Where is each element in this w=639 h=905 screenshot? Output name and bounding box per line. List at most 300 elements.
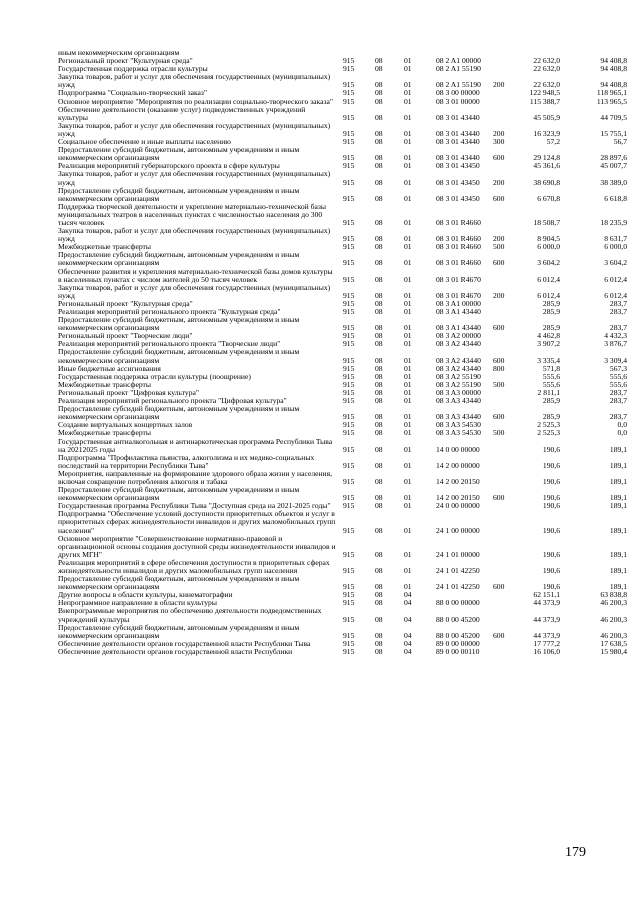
amount-year-2: 567,3 [609, 363, 627, 373]
subsection-code: 01 [404, 193, 412, 203]
amount-year-2: 0,0 [617, 428, 627, 438]
subsection-code: 01 [404, 88, 412, 98]
table-row [0, 648, 639, 656]
target-item-code: 08 3 01 R4660 [436, 242, 481, 252]
row-name: Основное мероприятие "Мероприятия по реализации социально-творческого заказа" [58, 96, 333, 106]
amount-year-2: 28 897,6 [600, 153, 627, 163]
amount-year-2: 118 965,1 [596, 88, 627, 98]
amount-year-1: 285,9 [542, 412, 560, 422]
expense-type-code: 600 [493, 493, 505, 503]
target-item-code: 08 3 01 43450 [436, 161, 480, 171]
row-name: Реализация мероприятий регионального проекта "Культурная среда" [58, 307, 281, 316]
target-item-code: 08 3 01 R4660 [436, 234, 481, 244]
section-code: 08 [375, 590, 383, 600]
amount-year-1: 190,6 [542, 525, 560, 535]
row-name: Государственная поддержка отрасли культуры (поощрение) [58, 371, 251, 381]
target-item-code: 08 2 A1 55190 [436, 80, 481, 90]
row-name: Региональный проект "Творческие люди" [58, 331, 193, 341]
subsection-code: 01 [404, 501, 412, 511]
subsection-code: 04 [404, 598, 412, 608]
amount-year-2: 4 432,3 [604, 331, 627, 341]
subsection-code: 01 [404, 549, 412, 559]
row-name: Межбюджетные трансферты [58, 428, 151, 438]
section-code: 08 [375, 630, 383, 640]
section-code: 08 [375, 153, 383, 163]
target-item-code: 08 3 01 R4670 [436, 290, 481, 300]
target-item-code: 08 3 01 00000 [436, 96, 480, 106]
ministry-code: 915 [343, 379, 355, 389]
amount-year-1: 2 525,3 [537, 428, 560, 438]
section-code: 08 [375, 428, 383, 438]
target-item-code: 08 3 A2 55190 [436, 371, 481, 381]
row-name: Государственная программа Республики Тыва "Доступная среда на 2021-2025 годы" [58, 501, 331, 511]
subsection-code: 01 [404, 112, 412, 122]
subsection-code: 01 [404, 128, 412, 138]
amount-year-2: 189,1 [609, 493, 627, 503]
target-item-code: 14 2 00 00000 [436, 460, 480, 470]
table-row [0, 268, 639, 284]
amount-year-2: 189,1 [609, 476, 627, 486]
subsection-code: 01 [404, 258, 412, 268]
row-name: иным некоммерческим организациям [58, 48, 180, 57]
target-item-code: 08 3 A3 43440 [436, 396, 481, 406]
amount-year-2: 46 200,3 [600, 598, 627, 608]
section-code: 08 [375, 387, 383, 397]
target-item-code: 24 1 01 42250 [436, 582, 480, 592]
section-code: 08 [375, 420, 383, 430]
amount-year-1: 555,6 [542, 379, 560, 389]
amount-year-1: 190,6 [542, 460, 560, 470]
section-code: 08 [375, 242, 383, 252]
ministry-code: 915 [343, 64, 355, 74]
amount-year-1: 190,6 [542, 493, 560, 503]
target-item-code: 08 3 A2 43440 [436, 355, 481, 365]
subsection-code: 01 [404, 234, 412, 244]
table-row [0, 470, 639, 486]
target-item-code: 08 3 01 R4660 [436, 217, 481, 227]
amount-year-2: 283,7 [609, 323, 627, 333]
row-name: Мероприятия, направленные на формирование здорового образа жизни у населения, включая сокращение потребления алкоголя и табака [58, 468, 333, 486]
target-item-code: 08 3 01 43440 [436, 112, 480, 122]
amount-year-2: 189,1 [609, 566, 627, 575]
subsection-code: 01 [404, 412, 412, 422]
table-row [0, 348, 639, 364]
amount-year-1: 2 811,1 [537, 387, 560, 397]
section-code: 08 [375, 64, 383, 74]
row-name: Региональный проект "Культурная среда" [58, 56, 193, 66]
row-name: Внепрограммные мероприятия по обеспечению деятельности подведомственных учреждений культуры [58, 606, 322, 624]
ministry-code: 915 [343, 258, 355, 268]
expense-type-code: 500 [493, 379, 505, 389]
section-code: 08 [375, 371, 383, 381]
table-row [0, 284, 639, 300]
section-code: 08 [375, 137, 383, 147]
section-code: 08 [375, 193, 383, 203]
ministry-code: 915 [343, 614, 355, 624]
amount-year-1: 45 361,6 [533, 161, 560, 171]
row-name: Предоставление субсидий бюджетным, автономным учреждениям и иным некоммерческим организациям [58, 347, 300, 365]
table-row [0, 575, 639, 591]
row-name: Обеспечение деятельности (оказание услуг) подведомственных учреждений культуры [58, 104, 306, 122]
amount-year-2: 555,6 [609, 379, 627, 389]
amount-year-2: 15 980,4 [600, 646, 627, 656]
ministry-code: 915 [343, 582, 355, 592]
row-name: Предоставление субсидий бюджетным, автономным учреждениям и иным некоммерческим организациям [58, 315, 300, 333]
amount-year-1: 22 632,0 [533, 56, 560, 66]
expense-type-code: 200 [493, 177, 505, 187]
table-row [0, 405, 639, 421]
row-name: Предоставление субсидий бюджетным, автономным учреждениям и иным некоммерческим организациям [58, 404, 300, 422]
row-name: Создание виртуальных концертных залов [58, 420, 193, 430]
row-name: Иные бюджетные ассигнования [58, 363, 161, 373]
subsection-code: 01 [404, 80, 412, 90]
subsection-code: 01 [404, 153, 412, 163]
section-code: 08 [375, 638, 383, 648]
ministry-code: 915 [343, 598, 355, 608]
amount-year-2: 8 631,7 [604, 234, 627, 244]
amount-year-2: 6 000,0 [604, 242, 627, 252]
amount-year-1: 555,6 [542, 371, 560, 381]
row-name: Предоставление субсидий бюджетным, автономным учреждениям и иным некоммерческим организациям [58, 185, 300, 203]
section-code: 08 [375, 339, 383, 349]
amount-year-2: 6 618,8 [604, 193, 627, 203]
row-name: Подпрограмма "Обеспечение условий доступности приоритетных объектов и услуг в приоритетных сферах жизнедеятельности инвалидов и других маломобильных групп населения" [58, 509, 336, 535]
target-item-code: 88 0 00 45200 [436, 630, 480, 640]
table-row [0, 607, 639, 623]
ministry-code: 915 [343, 566, 355, 575]
subsection-code: 01 [404, 137, 412, 147]
amount-year-2: 283,7 [609, 396, 627, 406]
row-name: Реализация мероприятий регионального проекта "Творческие люди" [58, 339, 281, 349]
subsection-code: 01 [404, 379, 412, 389]
subsection-code: 04 [404, 630, 412, 640]
ministry-code: 915 [343, 137, 355, 147]
section-code: 08 [375, 234, 383, 244]
row-name: Другие вопросы в области культуры, кинематографии [58, 590, 233, 600]
subsection-code: 04 [404, 614, 412, 624]
table-row [0, 438, 639, 454]
section-code: 08 [375, 525, 383, 535]
subsection-code: 01 [404, 444, 412, 454]
amount-year-1: 45 505,9 [533, 112, 560, 122]
section-code: 08 [375, 298, 383, 308]
subsection-code: 01 [404, 355, 412, 365]
section-code: 08 [375, 307, 383, 316]
ministry-code: 915 [343, 242, 355, 252]
ministry-code: 915 [343, 590, 355, 600]
table-row [0, 122, 639, 138]
section-code: 08 [375, 549, 383, 559]
subsection-code: 01 [404, 387, 412, 397]
expense-type-code: 600 [493, 258, 505, 268]
amount-year-2: 6 012,4 [604, 290, 627, 300]
target-item-code: 08 3 A3 54530 [436, 420, 481, 430]
amount-year-2: 94 408,8 [600, 64, 627, 74]
target-item-code: 88 0 00 45200 [436, 614, 480, 624]
subsection-code: 01 [404, 242, 412, 252]
amount-year-1: 44 373,9 [533, 630, 560, 640]
amount-year-1: 22 632,0 [533, 80, 560, 90]
amount-year-2: 45 007,7 [600, 161, 627, 171]
ministry-code: 915 [343, 298, 355, 308]
page-number: 179 [565, 845, 586, 860]
amount-year-2: 555,6 [609, 371, 627, 381]
ministry-code: 915 [343, 412, 355, 422]
expense-type-code: 200 [493, 234, 505, 244]
ministry-code: 915 [343, 420, 355, 430]
amount-year-1: 190,6 [542, 566, 560, 575]
target-item-code: 08 3 A1 43440 [436, 323, 481, 333]
amount-year-2: 189,1 [609, 501, 627, 511]
amount-year-2: 17 638,5 [600, 638, 627, 648]
target-item-code: 89 0 00 00000 [436, 638, 480, 648]
amount-year-1: 285,9 [542, 396, 560, 406]
row-name: Социальное обеспечение и иные выплаты населению [58, 137, 231, 147]
ministry-code: 915 [343, 234, 355, 244]
expense-type-code: 600 [493, 153, 505, 163]
expense-type-code: 200 [493, 80, 505, 90]
target-item-code: 08 3 00 00000 [436, 88, 480, 98]
row-name: Обеспечение деятельности органов государственной власти Республики [58, 646, 293, 656]
table-row [0, 535, 639, 559]
ministry-code: 915 [343, 217, 355, 227]
target-item-code: 08 3 01 43450 [436, 177, 480, 187]
row-name: Государственная антиалкогольная и антинаркотическая программа Республики Тыва на 20212025 годы [58, 436, 333, 454]
ministry-code: 915 [343, 646, 355, 656]
target-item-code: 08 3 A3 54530 [436, 428, 481, 438]
amount-year-1: 8 904,5 [537, 234, 560, 244]
ministry-code: 915 [343, 396, 355, 406]
subsection-code: 01 [404, 339, 412, 349]
amount-year-2: 46 200,3 [600, 630, 627, 640]
amount-year-1: 115 388,7 [529, 96, 560, 106]
ministry-code: 915 [343, 274, 355, 284]
section-code: 08 [375, 614, 383, 624]
amount-year-1: 285,9 [542, 298, 560, 308]
expense-type-code: 600 [493, 630, 505, 640]
amount-year-2: 283,7 [609, 387, 627, 397]
subsection-code: 04 [404, 638, 412, 648]
expense-type-code: 600 [493, 355, 505, 365]
section-code: 08 [375, 56, 383, 66]
row-name: Предоставление субсидий бюджетным, автономным учреждениям и иным некоммерческим организациям [58, 250, 300, 268]
target-item-code: 08 3 A3 00000 [436, 387, 481, 397]
table-row [0, 203, 639, 227]
section-code: 08 [375, 396, 383, 406]
amount-year-2: 15 755,1 [600, 128, 627, 138]
target-item-code: 89 0 00 00110 [436, 646, 480, 656]
target-item-code: 08 3 01 43440 [436, 137, 480, 147]
ministry-code: 915 [343, 387, 355, 397]
ministry-code: 915 [343, 112, 355, 122]
section-code: 08 [375, 258, 383, 268]
expense-type-code: 500 [493, 242, 505, 252]
row-name: Межбюджетные трансферты [58, 242, 151, 252]
subsection-code: 01 [404, 493, 412, 503]
amount-year-2: 56,7 [613, 137, 627, 147]
expense-type-code: 600 [493, 193, 505, 203]
ministry-code: 915 [343, 56, 355, 66]
row-name: Закупка товаров, работ и услуг для обеспечения государственных (муниципальных) нужд [58, 120, 331, 138]
table-row [0, 106, 639, 122]
amount-year-1: 57,2 [546, 137, 560, 147]
table-row [0, 316, 639, 332]
ministry-code: 915 [343, 161, 355, 171]
subsection-code: 01 [404, 476, 412, 486]
section-code: 08 [375, 598, 383, 608]
table-row [0, 187, 639, 203]
budget-table [0, 49, 639, 656]
subsection-code: 01 [404, 331, 412, 341]
amount-year-2: 6 012,4 [604, 274, 627, 284]
section-code: 08 [375, 96, 383, 106]
row-name: Закупка товаров, работ и услуг для обеспечения государственных (муниципальных) нужд [58, 282, 331, 300]
ministry-code: 915 [343, 307, 355, 316]
table-row [0, 559, 639, 575]
expense-type-code: 200 [493, 290, 505, 300]
amount-year-1: 18 508,7 [533, 217, 560, 227]
row-name: Непрограммное направление в области культуры [58, 598, 217, 608]
subsection-code: 01 [404, 56, 412, 66]
amount-year-1: 6 012,4 [537, 274, 560, 284]
subsection-code: 01 [404, 396, 412, 406]
ministry-code: 915 [343, 339, 355, 349]
amount-year-1: 44 373,9 [533, 614, 560, 624]
target-item-code: 08 3 A1 00000 [436, 298, 481, 308]
subsection-code: 04 [404, 646, 412, 656]
amount-year-1: 38 690,8 [533, 177, 560, 187]
section-code: 08 [375, 501, 383, 511]
section-code: 08 [375, 274, 383, 284]
section-code: 08 [375, 582, 383, 592]
target-item-code: 08 3 A2 43440 [436, 339, 481, 349]
amount-year-1: 17 777,2 [533, 638, 560, 648]
ministry-code: 915 [343, 128, 355, 138]
subsection-code: 01 [404, 420, 412, 430]
row-name: Поддержка творческой деятельности и укрепление материально-технической базы муниципальных театров в населенных пунктах с численностью населения до 300 тысяч человек [58, 201, 326, 227]
row-name: Предоставление субсидий бюджетным, автономным учреждениям и иным некоммерческим организациям [58, 574, 300, 592]
amount-year-2: 94 408,8 [600, 56, 627, 66]
amount-year-2: 283,7 [609, 412, 627, 422]
amount-year-1: 190,6 [542, 549, 560, 559]
ministry-code: 915 [343, 525, 355, 535]
ministry-code: 915 [343, 460, 355, 470]
section-code: 08 [375, 379, 383, 389]
expense-type-code: 600 [493, 582, 505, 592]
target-item-code: 08 2 A1 00000 [436, 56, 481, 66]
amount-year-1: 3 907,2 [537, 339, 560, 349]
target-item-code: 08 3 A2 00000 [436, 331, 481, 341]
ministry-code: 915 [343, 476, 355, 486]
amount-year-2: 46 200,3 [600, 614, 627, 624]
table-row [0, 454, 639, 470]
amount-year-2: 94 408,8 [600, 80, 627, 90]
amount-year-1: 6 670,8 [537, 193, 560, 203]
target-item-code: 08 3 A2 55190 [436, 379, 481, 389]
section-code: 08 [375, 412, 383, 422]
section-code: 08 [375, 217, 383, 227]
table-row [0, 73, 639, 89]
ministry-code: 915 [343, 444, 355, 454]
target-item-code: 14 0 00 00000 [436, 444, 480, 454]
subsection-code: 01 [404, 298, 412, 308]
ministry-code: 915 [343, 88, 355, 98]
expense-type-code: 800 [493, 363, 505, 373]
table-row [0, 510, 639, 534]
target-item-code: 08 3 A1 43440 [436, 307, 481, 316]
subsection-code: 01 [404, 290, 412, 300]
amount-year-1: 285,9 [542, 307, 560, 316]
amount-year-2: 283,7 [609, 307, 627, 316]
section-code: 08 [375, 355, 383, 365]
subsection-code: 01 [404, 428, 412, 438]
row-name: Обеспечение развития и укрепления материально-технической базы домов культуры в населенных пунктах с числом жителей до 50 тысяч человек [58, 266, 333, 284]
amount-year-1: 3 335,4 [537, 355, 560, 365]
row-name: Реализация мероприятий губернаторского проекта в сфере культуры [58, 161, 280, 171]
row-name: Реализация мероприятий в сфере обеспечения доступности в приоритетных сферах жизнедеятельности инвалидов и других маломобильных групп населения [58, 557, 330, 575]
amount-year-1: 44 373,9 [533, 598, 560, 608]
amount-year-1: 6 000,0 [537, 242, 560, 252]
section-code: 08 [375, 161, 383, 171]
ministry-code: 915 [343, 630, 355, 640]
amount-year-2: 0,0 [617, 420, 627, 430]
amount-year-1: 190,6 [542, 476, 560, 486]
target-item-code: 24 0 00 00000 [436, 501, 480, 511]
subsection-code: 01 [404, 274, 412, 284]
subsection-code: 01 [404, 64, 412, 74]
ministry-code: 915 [343, 331, 355, 341]
table-row [0, 227, 639, 243]
amount-year-2: 113 965,5 [596, 96, 627, 106]
subsection-code: 01 [404, 582, 412, 592]
amount-year-1: 22 632,0 [533, 64, 560, 74]
section-code: 08 [375, 331, 383, 341]
row-name: Региональный проект "Цифровая культура" [58, 387, 199, 397]
amount-year-2: 63 838,8 [600, 590, 627, 600]
row-name: Предоставление субсидий бюджетным, автономным учреждениям и иным некоммерческим организациям [58, 622, 300, 640]
target-item-code: 08 2 A1 55190 [436, 64, 481, 74]
ministry-code: 915 [343, 96, 355, 106]
amount-year-2: 189,1 [609, 582, 627, 592]
amount-year-1: 190,6 [542, 501, 560, 511]
ministry-code: 915 [343, 290, 355, 300]
section-code: 08 [375, 476, 383, 486]
subsection-code: 01 [404, 323, 412, 333]
section-code: 08 [375, 128, 383, 138]
row-name: Обеспечение деятельности органов государственной власти Республики Тыва [58, 638, 311, 648]
amount-year-2: 189,1 [609, 525, 627, 535]
target-item-code: 08 3 01 R4660 [436, 258, 481, 268]
ministry-code: 915 [343, 355, 355, 365]
ministry-code: 915 [343, 177, 355, 187]
amount-year-1: 3 604,2 [537, 258, 560, 268]
subsection-code: 01 [404, 307, 412, 316]
row-name: Закупка товаров, работ и услуг для обеспечения государственных (муниципальных) нужд [58, 169, 331, 187]
amount-year-1: 285,9 [542, 323, 560, 333]
target-item-code: 14 2 00 20150 [436, 493, 480, 503]
expense-type-code: 600 [493, 412, 505, 422]
section-code: 08 [375, 290, 383, 300]
row-name: Межбюджетные трансферты [58, 379, 151, 389]
section-code: 08 [375, 493, 383, 503]
amount-year-2: 38 389,0 [600, 177, 627, 187]
subsection-code: 01 [404, 460, 412, 470]
subsection-code: 01 [404, 566, 412, 575]
section-code: 08 [375, 363, 383, 373]
amount-year-1: 4 462,8 [537, 331, 560, 341]
amount-year-2: 189,1 [609, 444, 627, 454]
target-item-code: 08 3 01 43440 [436, 128, 480, 138]
